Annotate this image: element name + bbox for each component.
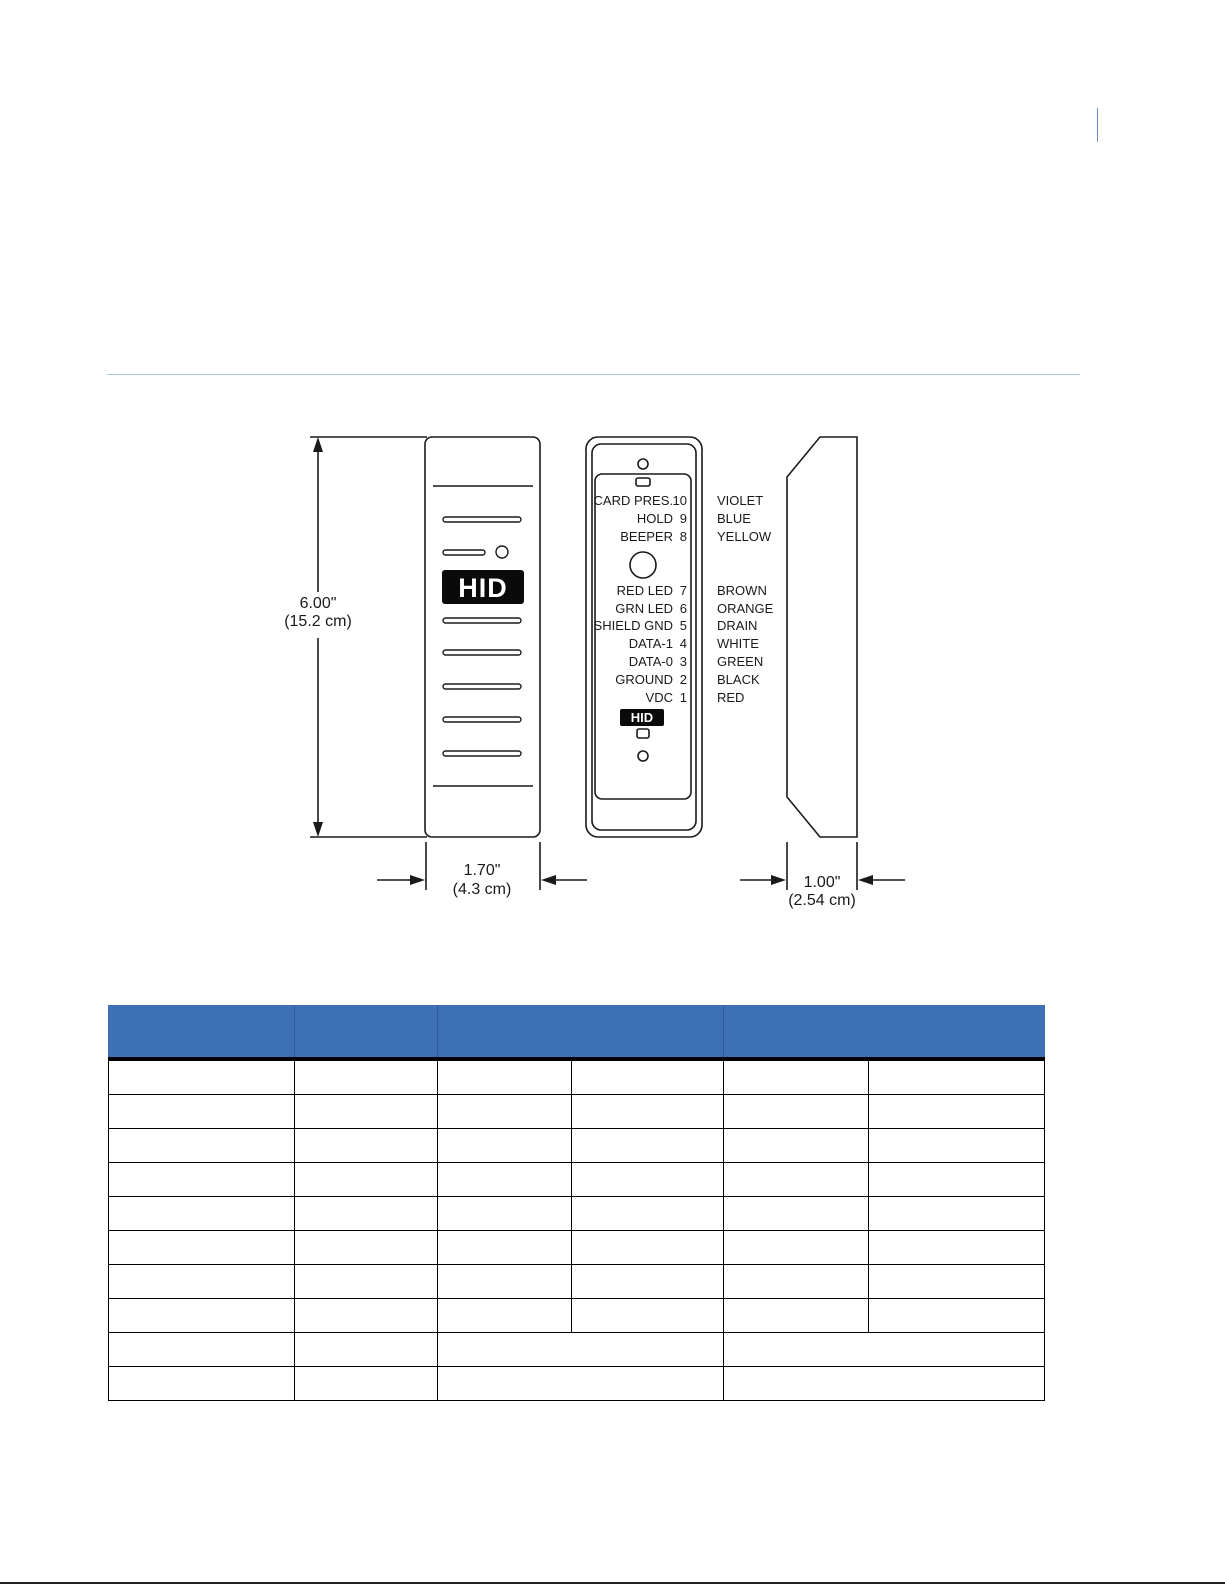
table-header-cell (295, 1005, 438, 1059)
pin-number-label: 3 (679, 654, 687, 669)
table-row (109, 1333, 1045, 1367)
table-row (109, 1265, 1045, 1299)
pin-number-label: 4 (679, 636, 687, 651)
table-header-cell (724, 1005, 1045, 1059)
pin-name-label: GRN LED (615, 601, 673, 616)
table-row (109, 1197, 1045, 1231)
pin-name-label: RED LED (616, 583, 673, 598)
pin-name-label: DATA-1 (628, 636, 673, 651)
reader-front-view (425, 437, 540, 837)
pin-wire-color-label: BROWN (717, 583, 767, 598)
pin-wire-color-label: YELLOW (717, 529, 772, 544)
height-label: 6.00" (299, 595, 337, 612)
section-divider (107, 374, 1080, 375)
pin-wire-color-label: WHITE (717, 636, 759, 651)
pin-name-label: BEEPER (620, 529, 673, 544)
pin-number-label: 2 (679, 672, 687, 687)
reader-side-view (787, 437, 857, 837)
pin-wire-color-label: VIOLET (717, 493, 764, 508)
table-header-cell (109, 1005, 295, 1059)
pin-number-label: 10 (672, 493, 687, 508)
pin-number-label: 1 (679, 690, 687, 705)
table-row (109, 1059, 1045, 1095)
pin-number-label: 5 (679, 618, 687, 633)
width-label: 1.70" (463, 862, 501, 879)
table-row (109, 1163, 1045, 1197)
table-row (109, 1129, 1045, 1163)
table-row (109, 1367, 1045, 1401)
depth-label-metric: (2.54 cm) (788, 892, 856, 909)
spec-table (108, 1005, 1045, 1401)
page-bottom-rule (0, 1582, 1225, 1584)
pin-name-label: GROUND (615, 672, 673, 687)
pin-number-label: 8 (679, 529, 687, 544)
hid-logo-front-text: HID (458, 573, 508, 603)
pin-wire-color-label: ORANGE (717, 601, 774, 616)
pin-name-label: CARD PRES. (593, 493, 673, 508)
pin-name-label: DATA-0 (628, 654, 673, 669)
pin-name-label: SHIELD GND (593, 618, 673, 633)
table-row (109, 1299, 1045, 1333)
pin-wire-color-label: BLUE (717, 511, 751, 526)
pin-label-group (594, 493, 774, 705)
margin-mark (1097, 108, 1098, 142)
pin-name-label: HOLD (636, 511, 673, 526)
table-row (109, 1095, 1045, 1129)
reader-dimension-diagram (275, 432, 915, 922)
pin-wire-color-label: RED (717, 690, 745, 705)
beeper-circle (630, 552, 656, 578)
table-header-cell (438, 1005, 724, 1059)
depth-label: 1.00" (803, 874, 841, 891)
pin-number-label: 6 (679, 601, 687, 616)
pin-number-label: 7 (679, 583, 687, 598)
hid-logo-back-text: HID (630, 710, 654, 725)
height-label-metric: (15.2 cm) (284, 613, 352, 630)
pin-wire-color-label: BLACK (717, 672, 760, 687)
table-header-row (109, 1005, 1045, 1059)
pin-number-label: 9 (679, 511, 687, 526)
pin-wire-color-label: GREEN (717, 654, 764, 669)
pin-wire-color-label: DRAIN (717, 618, 758, 633)
pin-name-label: VDC (645, 690, 673, 705)
table-row (109, 1231, 1045, 1265)
width-label-metric: (4.3 cm) (452, 881, 512, 898)
